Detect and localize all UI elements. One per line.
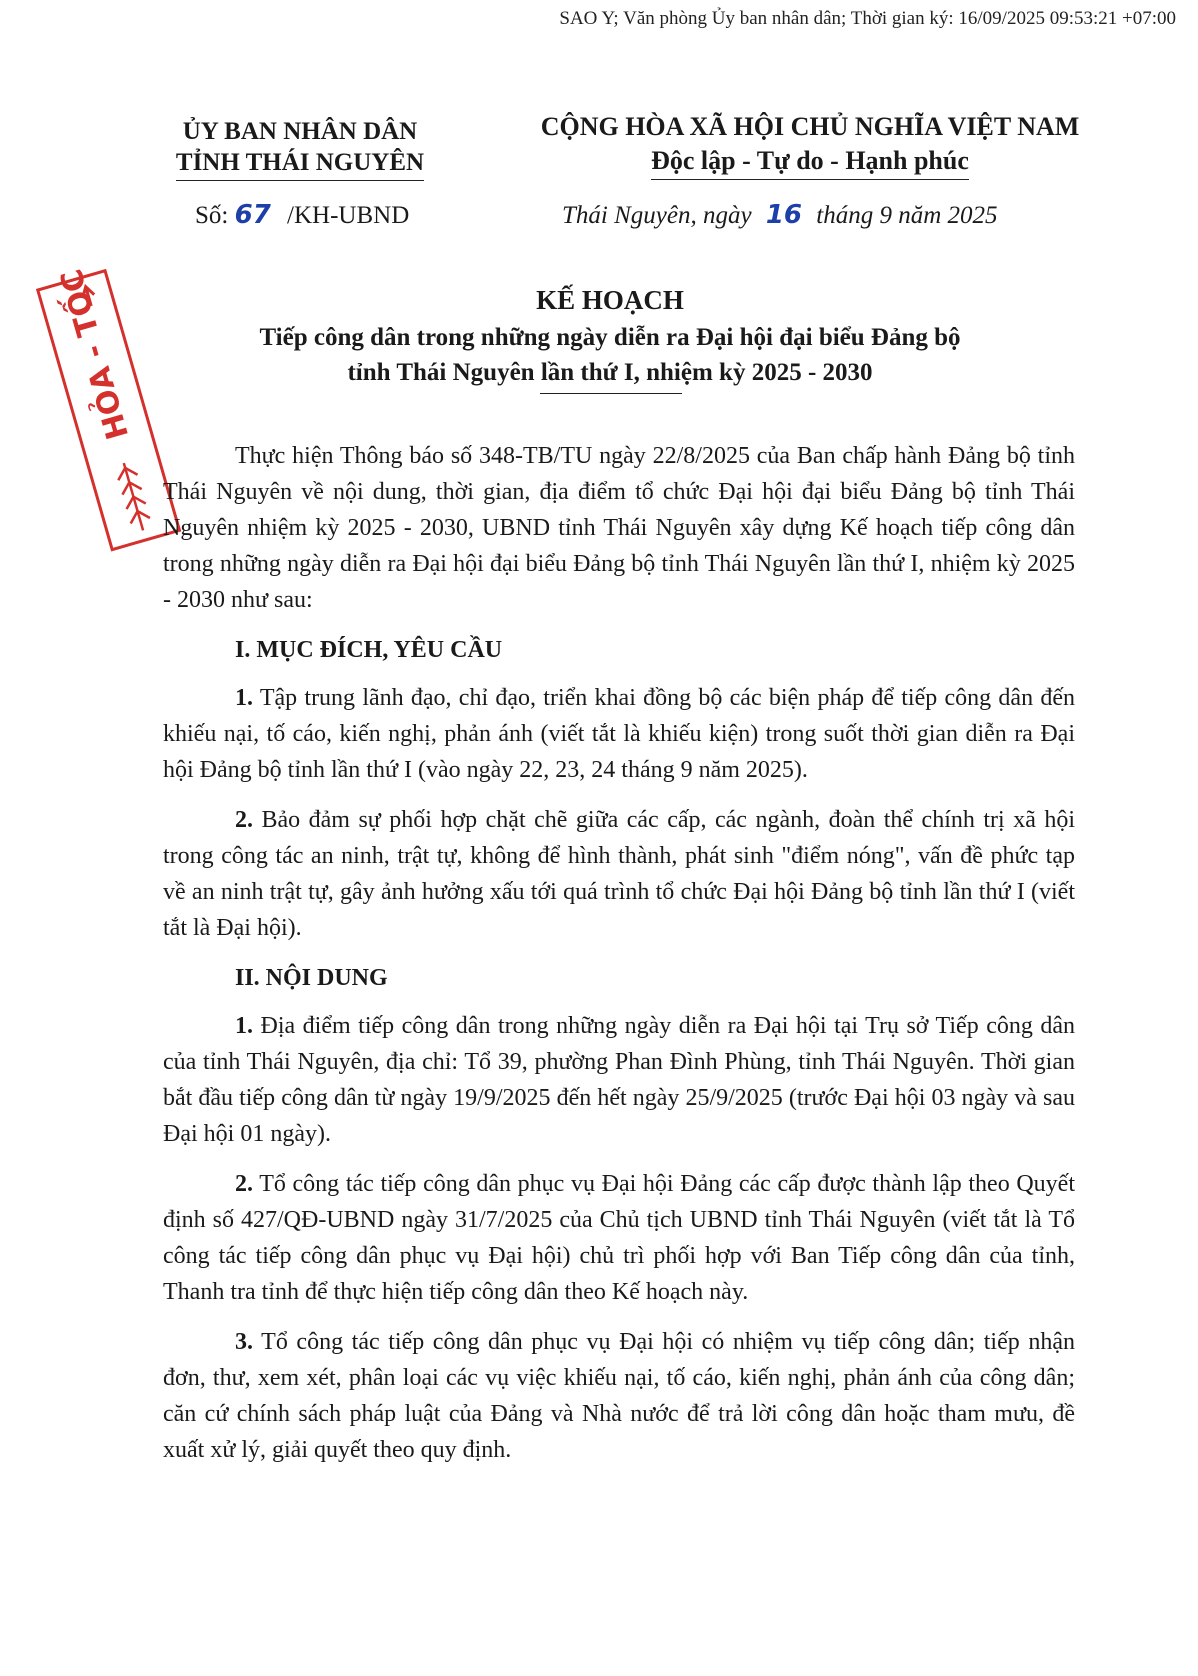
item-number: 3. <box>235 1329 253 1355</box>
digital-copy-stamp: SAO Y; Văn phòng Ủy ban nhân dân; Thời gian ký: 16/09/2025 09:53:21 +07:00 <box>559 8 1176 29</box>
intro-paragraph: Thực hiện Thông báo số 348-TB/TU ngày 22/8/2025 của Ban chấp hành Đảng bộ tỉnh Thái Nguyên về nội dung, thời gian, địa điểm tổ chức Đại hội đại biểu Đảng bộ tỉnh Thái Nguyên nhiệm kỳ 2025 - 2030, UBND tỉnh Thái Nguyên xây dựng Kế hoạch tiếp công dân trong những ngày diễn ra Đại hội đại biểu Đảng bộ tỉnh Thái Nguyên lần thứ I, nhiệm kỳ 2025 - 2030 như sau: <box>163 443 1075 613</box>
date-suffix: tháng 9 năm 2025 <box>816 202 998 229</box>
national-header <box>500 110 1120 182</box>
section-1-item-2 <box>163 802 1075 946</box>
org-line-1: ỦY BAN NHÂN DÂN <box>182 118 418 145</box>
document-body <box>163 438 1075 1482</box>
item-number: 1. <box>235 1013 253 1039</box>
item-text: Bảo đảm sự phối hợp chặt chẽ giữa các cấp, các ngành, đoàn thể chính trị xã hội trong công tác an ninh, trật tự, không để hình thành, phát sinh "điểm nóng", vấn đề phức tạp về an ninh trật tự, gây ảnh hưởng xấu tới quá trình tổ chức Đại hội Đảng bộ tỉnh lần thứ I (viết tắt là Đại hội). <box>163 807 1076 941</box>
date-line <box>562 200 998 230</box>
item-text: Tổ công tác tiếp công dân phục vụ Đại hội Đảng các cấp được thành lập theo Quyết định số 427/QĐ-UBND ngày 31/7/2025 của Chủ tịch UBND tỉnh Thái Nguyên (viết tắt là Tổ công tác tiếp công dân phục vụ Đại hội) chủ trì phối hợp với Ban Tiếp công dân của tỉnh, Thanh tra tỉnh để thực hiện tiếp công dân theo Kế hoạch này. <box>163 1171 1075 1305</box>
item-text: Tổ công tác tiếp công dân phục vụ Đại hội có nhiệm vụ tiếp công dân; tiếp nhận đơn, thư, xem xét, phân loại các vụ việc khiếu nại, tố cáo, kiến nghị, phản ánh của công dân; căn cứ chính sách pháp luật của Đảng và Nhà nước để trả lời công dân hoặc tham mưu, đề xuất xử lý, giải quyết theo quy định. <box>163 1329 1075 1463</box>
item-text: Tập trung lãnh đạo, chỉ đạo, triển khai đồng bộ các biện pháp để tiếp công dân đến khiếu nại, tố cáo, kiến nghị, phản ánh (viết tắt là khiếu kiện) trong suốt thời gian diễn ra Đại hội Đảng bộ tỉnh lần thứ I (vào ngày 22, 23, 24 tháng 9 năm 2025). <box>163 685 1075 783</box>
date-day-handwritten: 16 <box>765 200 803 230</box>
doc-number-label: Số: <box>195 202 229 229</box>
section-2-item-3 <box>163 1324 1075 1468</box>
doc-number-suffix: /KH-UBND <box>287 202 410 229</box>
national-motto: Độc lập - Tự do - Hạnh phúc <box>651 144 969 180</box>
item-number: 2. <box>235 1171 253 1197</box>
section-2-item-1 <box>163 1008 1075 1152</box>
issuing-organization <box>150 116 450 181</box>
org-line-2: TỈNH THÁI NGUYÊN <box>176 147 424 181</box>
item-number: 2. <box>235 807 253 833</box>
section-2-heading: II. NỘI DUNG <box>235 965 388 991</box>
nation-name: CỘNG HÒA XÃ HỘI CHỦ NGHĨA VIỆT NAM <box>540 112 1080 141</box>
section-1-item-1 <box>163 680 1075 788</box>
title-subtitle-line-2: tỉnh Thái Nguyên lần thứ I, nhiệm kỳ 2025 - 2030 <box>347 359 873 386</box>
item-text: Địa điểm tiếp công dân trong những ngày diễn ra Đại hội tại Trụ sở Tiếp công dân của tỉnh Thái Nguyên, địa chỉ: Tổ 39, phường Phan Đình Phùng, tỉnh Thái Nguyên. Thời gian bắt đầu tiếp công dân từ ngày 19/9/2025 đến hết ngày 25/9/2025 (trước Đại hội 03 ngày và sau Đại hội 01 ngày). <box>163 1013 1076 1147</box>
document-number <box>195 200 409 230</box>
item-number: 1. <box>235 685 253 711</box>
doc-number-handwritten: 67 <box>234 200 271 230</box>
title-subtitle-line-1: Tiếp công dân trong những ngày diễn ra Đại hội đại biểu Đảng bộ <box>259 324 961 351</box>
urgent-stamp-text: HỎA - TỐC <box>54 265 137 444</box>
document-title <box>150 280 1070 390</box>
title-main: KẾ HOẠCH <box>536 285 684 315</box>
section-2-item-2 <box>163 1166 1075 1310</box>
date-prefix: Thái Nguyên, ngày <box>562 202 752 229</box>
title-underline <box>540 393 682 394</box>
section-1-heading: I. MỤC ĐÍCH, YÊU CẦU <box>235 637 503 663</box>
